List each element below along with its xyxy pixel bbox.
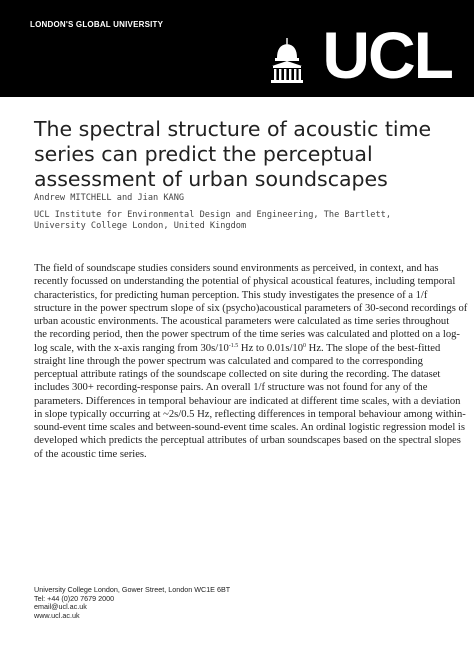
abstract-line: recently focussed on understanding the potential of physical acoustical features, including temporal <box>34 276 456 288</box>
exponent: 0 <box>303 342 307 349</box>
affiliation-line: University College London, United Kingdom <box>34 221 247 231</box>
phone-line: Tel: +44 (0)20 7679 2000 <box>34 593 115 603</box>
author-affiliation <box>34 210 454 232</box>
abstract-line: urban acoustic environments. The acoustical parameters were calculated as time series throughout <box>34 316 450 327</box>
ucl-header-banner <box>0 0 474 97</box>
address-line: University College London, Gower Street, London WC1E 6BT <box>34 585 231 594</box>
abstract-line: perceptual attribute ratings of the soundscape collected on site during the recording. The dataset <box>34 369 441 380</box>
abstract-line: includes 300+ recording-response pairs. An overall 1/f structure was not found for any of the <box>34 382 428 394</box>
affiliation-line: UCL Institute for Environmental Design and Engineering, The Bartlett, <box>34 210 391 220</box>
website-link[interactable]: www.ucl.ac.uk <box>34 610 80 620</box>
abstract-line: developed which predicts the perceptual attributes of urban soundscapes based on the spectral slopes <box>34 435 461 447</box>
exponent: -1.5 <box>228 342 239 349</box>
email-link[interactable]: email@ucl.ac.uk <box>34 602 87 612</box>
abstract-line: the recording period, then the power spectrum of the time series was calculated and plotted on a log- <box>34 329 460 341</box>
paper-authors: Andrew MITCHELL and Jian KANG <box>34 193 185 203</box>
contact-footer <box>34 586 230 620</box>
abstract-line: straight line through the power spectrum was calculated and compared to the corresponding <box>34 355 423 367</box>
abstract-line: of the acoustic time series. <box>34 448 147 460</box>
university-tagline: LONDON'S GLOBAL UNIVERSITY <box>30 20 164 29</box>
abstract-line: parameters. Differences in temporal behaviour are indicated at different time scales, with a deviation <box>34 395 461 407</box>
abstract-line: log scale, with the x-axis ranging from $30s/10^{-1.5}$ Hz to $0.01s/10^0$ Hz. The slope of the best-fitted <box>34 342 441 354</box>
portico-dome-icon <box>270 38 304 84</box>
abstract-line: in slope typically occurring at ~2s/0.5 Hz, reflecting differences in temporal behaviour among within- <box>34 408 466 420</box>
abstract-line: structure in the power spectrum slope of six (psycho)acoustical parameters of 30-second recordings of <box>34 302 468 314</box>
paper-title: The spectral structure of acoustic time series can predict the perceptual assessment of urban soundscapes <box>34 117 432 191</box>
abstract-line: characteristics, for predicting human perception. This study investigates the presence of a 1/f <box>34 289 428 301</box>
abstract-line: The field of soundscape studies considers sound environments as perceived, in context, and has <box>34 263 439 274</box>
abstract-text <box>34 262 468 461</box>
ucl-logo: UCL <box>322 18 452 92</box>
abstract-line: sound-event time scales and between-sound-event time scales. An ordinal logistic regression model is <box>34 422 465 433</box>
